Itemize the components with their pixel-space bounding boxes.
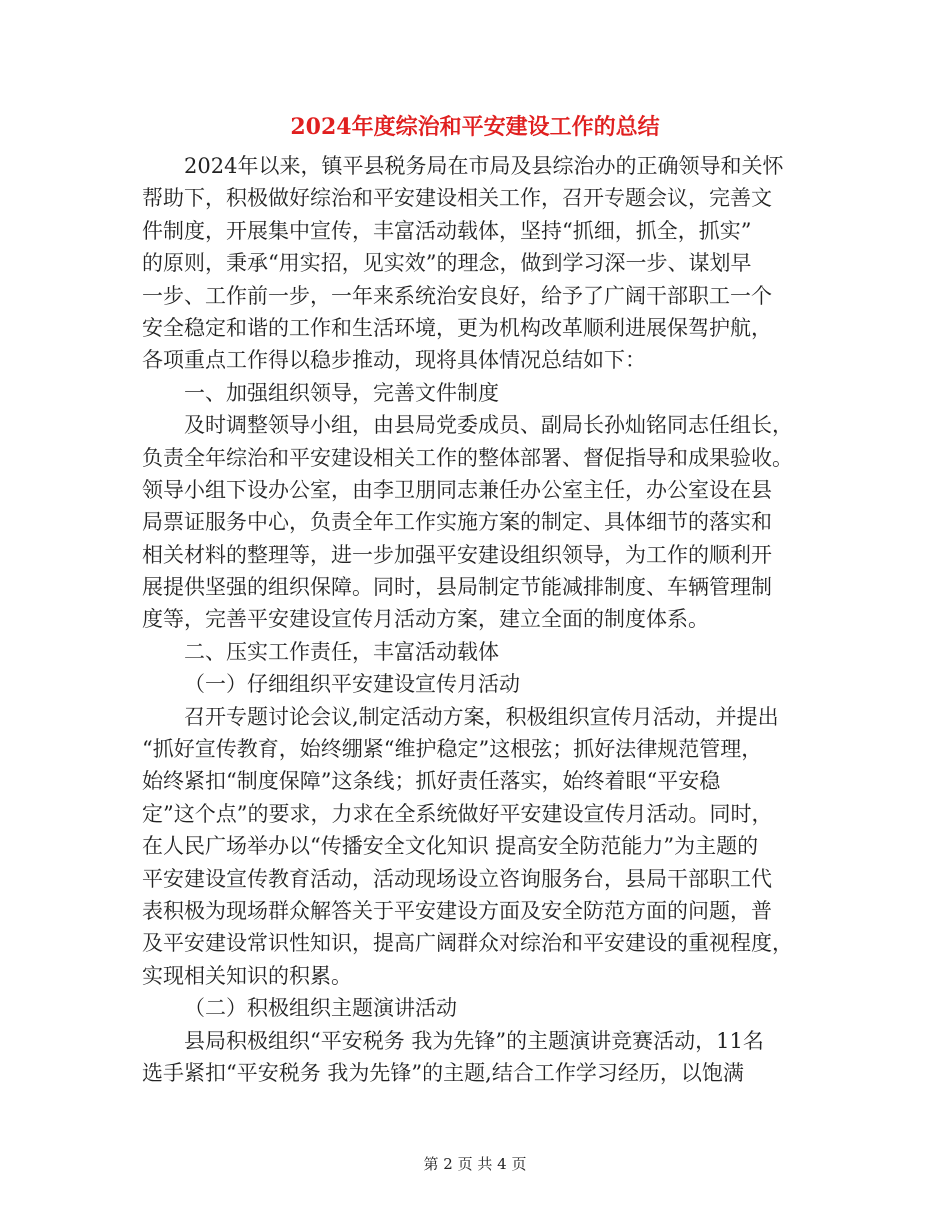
paragraph-line: 选手紧扣“平安税务 我为先锋”的主题,结合工作学习经历，以饱满 — [142, 1060, 744, 1085]
paragraph-line: 负责全年综治和平安建设相关工作的整体部署、督促指导和成果验收。 — [142, 445, 793, 470]
subsection-heading: （二）积极组织主题演讲活动 — [184, 996, 457, 1021]
paragraph-line: 度等，完善平安建设宣传月活动方案，建立全面的制度体系。 — [142, 607, 709, 632]
paragraph-line: 帮助下，积极做好综治和平安建设相关工作，召开专题会议，完善文 — [142, 186, 772, 211]
subsection-heading: （一）仔细组织平安建设宣传月活动 — [184, 672, 520, 697]
paragraph-line: 始终紧扣“制度保障”这条线；抓好责任落实，始终着眼“平安稳 — [142, 769, 721, 794]
document-body — [142, 150, 822, 1089]
paragraph-line: 件制度，开展集中宣传，丰富活动载体，坚持“抓细，抓全，抓实” — [142, 218, 752, 243]
paragraph-line: 2024年以来，镇平县税务局在市局及县综治办的正确领导和关怀 — [184, 154, 784, 178]
section-heading: 一、加强组织领导，完善文件制度 — [184, 380, 499, 405]
paragraph-line: 及时调整领导小组，由县局党委成员、副局长孙灿铭同志任组长， — [184, 413, 793, 438]
paragraph-line: 定”这个点”的要求，力求在全系统做好平安建设宣传月活动。同时， — [142, 801, 773, 826]
page-footer: 第 2 页 共 4 页 — [423, 1155, 527, 1173]
paragraph-line: 表积极为现场群众解答关于平安建设方面及安全防范方面的问题，普 — [142, 898, 772, 923]
paragraph-line: 各项重点工作得以稳步推动，现将具体情况总结如下： — [142, 348, 646, 373]
paragraph-line: 安全稳定和谐的工作和生活环境，更为机构改革顺利进展保驾护航， — [142, 315, 772, 340]
document-title: 2024年度综治和平安建设工作的总结 — [290, 114, 660, 140]
paragraph-line: 的原则，秉承“用实招，见实效”的理念，做到学习深一步、谋划早 — [142, 251, 752, 276]
paragraph-line: 县局积极组织“平安税务 我为先锋”的主题演讲竞赛活动，11名 — [184, 1028, 764, 1053]
paragraph-line: 展提供坚强的组织保障。同时，县局制定节能减排制度、车辆管理制 — [142, 575, 772, 600]
paragraph-line: 平安建设宣传教育活动，活动现场设立咨询服务台，县局干部职工代 — [142, 866, 772, 891]
paragraph-line: “抓好宣传教育，始终绷紧“维护稳定”这根弦；抓好法律规范管理， — [142, 737, 763, 762]
paragraph-line: 相关材料的整理等，进一步加强平安建设组织领导，为工作的顺利开 — [142, 542, 772, 567]
paragraph-line: 局票证服务中心，负责全年工作实施方案的制定、具体细节的落实和 — [142, 510, 772, 535]
section-heading: 二、压实工作责任，丰富活动载体 — [184, 639, 499, 664]
paragraph-line: 召开专题讨论会议,制定活动方案，积极组织宣传月活动，并提出 — [184, 704, 779, 729]
paragraph-line: 及平安建设常识性知识，提高广阔群众对综治和平安建设的重视程度， — [142, 931, 793, 956]
paragraph-line: 在人民广场举办以“传播安全文化知识 提高安全防范能力”为主题的 — [142, 834, 759, 859]
paragraph-line: 一步、工作前一步，一年来系统治安良好，给予了广阔干部职工一个 — [142, 283, 772, 308]
paragraph-line: 实现相关知识的积累。 — [142, 963, 352, 988]
paragraph-line: 领导小组下设办公室，由李卫朋同志兼任办公室主任，办公室设在县 — [142, 477, 772, 502]
